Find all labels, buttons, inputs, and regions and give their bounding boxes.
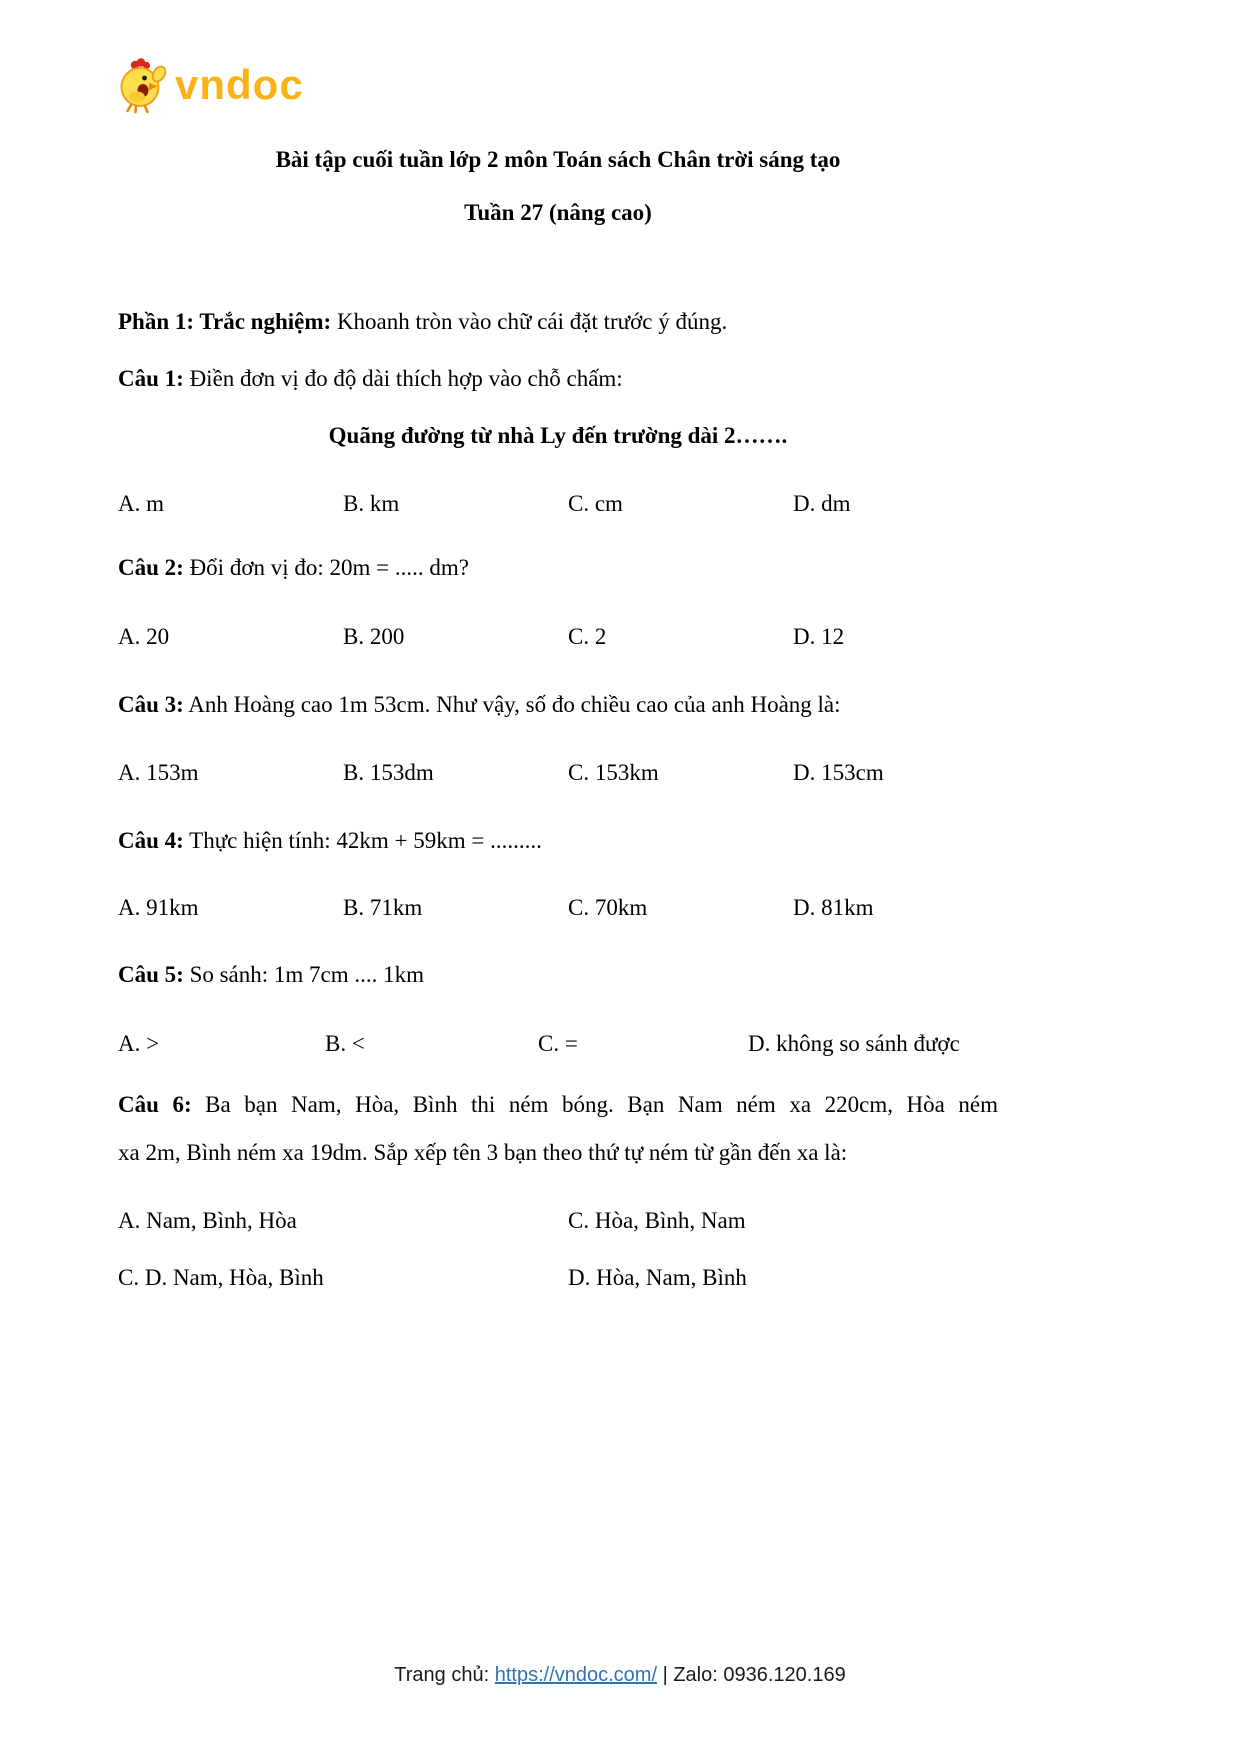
q4-option-c: C. 70km bbox=[568, 895, 648, 920]
q4-option-a: A. 91km bbox=[118, 895, 199, 920]
question-6-options bbox=[118, 1206, 998, 1293]
chick-mascot-icon bbox=[114, 56, 172, 114]
question-6-label: Câu 6: bbox=[118, 1092, 192, 1117]
question-1-text: Điền đơn vị đo độ dài thích hợp vào chỗ chấm: bbox=[183, 366, 623, 391]
q2-option-d: D. 12 bbox=[793, 624, 845, 649]
q2-option-a: A. 20 bbox=[118, 624, 170, 649]
question-1-centered-statement: Quãng đường từ nhà Ly đến trường dài 2……. bbox=[328, 423, 788, 448]
question-3-text: Anh Hoàng cao 1m 53cm. Như vậy, số đo chiều cao của anh Hoàng là: bbox=[183, 692, 841, 717]
q1-option-d: D. dm bbox=[793, 491, 851, 516]
section1-heading bbox=[118, 307, 998, 337]
q3-option-d: D. 153cm bbox=[793, 760, 884, 785]
q1-option-a: A. m bbox=[118, 491, 164, 516]
q5-option-c: C. = bbox=[538, 1031, 578, 1056]
question-4-options bbox=[118, 893, 998, 923]
question-1-label: Câu 1: bbox=[118, 366, 184, 391]
question-2 bbox=[118, 553, 998, 583]
question-6-line2: xa 2m, Bình ném xa 19dm. Sắp xếp tên 3 bạn theo thứ tự ném từ gần đến xa là: bbox=[118, 1140, 848, 1165]
question-4 bbox=[118, 826, 998, 856]
doc-title-line2: Tuần 27 (nâng cao) bbox=[464, 200, 652, 225]
question-3-options bbox=[118, 758, 998, 788]
q4-option-d: D. 81km bbox=[793, 895, 874, 920]
q6-option-cd: C. D. Nam, Hòa, Bình bbox=[118, 1265, 324, 1290]
q3-option-b: B. 153dm bbox=[343, 760, 434, 785]
question-3-label: Câu 3: bbox=[118, 692, 184, 717]
q5-option-a: A. > bbox=[118, 1031, 160, 1056]
q6-option-a: A. Nam, Bình, Hòa bbox=[118, 1208, 297, 1233]
question-4-label: Câu 4: bbox=[118, 828, 184, 853]
q6-option-c: C. Hòa, Bình, Nam bbox=[568, 1208, 746, 1233]
q2-option-c: C. 2 bbox=[568, 624, 607, 649]
question-6-text-line1: Ba bạn Nam, Hòa, Bình thi ném bóng. Bạn Nam ném xa 220cm, Hòa ném bbox=[191, 1092, 998, 1117]
q1-option-b: B. km bbox=[343, 491, 400, 516]
vndoc-logo bbox=[114, 56, 304, 114]
question-5-label: Câu 5: bbox=[118, 962, 184, 987]
q3-option-c: C. 153km bbox=[568, 760, 659, 785]
question-4-text: Thực hiện tính: 42km + 59km = ......... bbox=[183, 828, 542, 853]
q4-option-b: B. 71km bbox=[343, 895, 423, 920]
footer-home-link[interactable]: https://vndoc.com/ bbox=[494, 1664, 658, 1686]
question-5 bbox=[118, 960, 998, 990]
section1-instruction: Khoanh tròn vào chữ cái đặt trước ý đúng. bbox=[331, 309, 728, 334]
q3-option-a: A. 153m bbox=[118, 760, 199, 785]
q5-option-b: B. < bbox=[325, 1031, 365, 1056]
question-5-options bbox=[118, 1029, 998, 1059]
question-3 bbox=[118, 690, 998, 720]
question-2-label: Câu 2: bbox=[118, 555, 184, 580]
question-1 bbox=[118, 364, 998, 394]
doc-title-line1: Bài tập cuối tuần lớp 2 môn Toán sách Chân trời sáng tạo bbox=[275, 147, 841, 172]
question-6-line1 bbox=[118, 1090, 998, 1120]
section1-label: Phần 1: Trắc nghiệm: bbox=[118, 309, 332, 334]
question-5-text: So sánh: 1m 7cm .... 1km bbox=[183, 962, 425, 987]
q1-option-c: C. cm bbox=[568, 491, 623, 516]
question-2-options bbox=[118, 622, 998, 652]
page-footer bbox=[0, 1662, 1240, 1688]
q2-option-b: B. 200 bbox=[343, 624, 405, 649]
footer-home-label: Trang chủ: bbox=[394, 1664, 495, 1686]
footer-zalo-text: | Zalo: 0936.120.169 bbox=[657, 1664, 846, 1686]
question-1-options bbox=[118, 489, 998, 519]
question-2-text: Đổi đơn vị đo: 20m = ..... dm? bbox=[183, 555, 469, 580]
brand-text: vndoc bbox=[175, 61, 304, 108]
q6-option-d: D. Hòa, Nam, Bình bbox=[568, 1265, 747, 1290]
q5-option-d: D. không so sánh được bbox=[748, 1031, 960, 1056]
